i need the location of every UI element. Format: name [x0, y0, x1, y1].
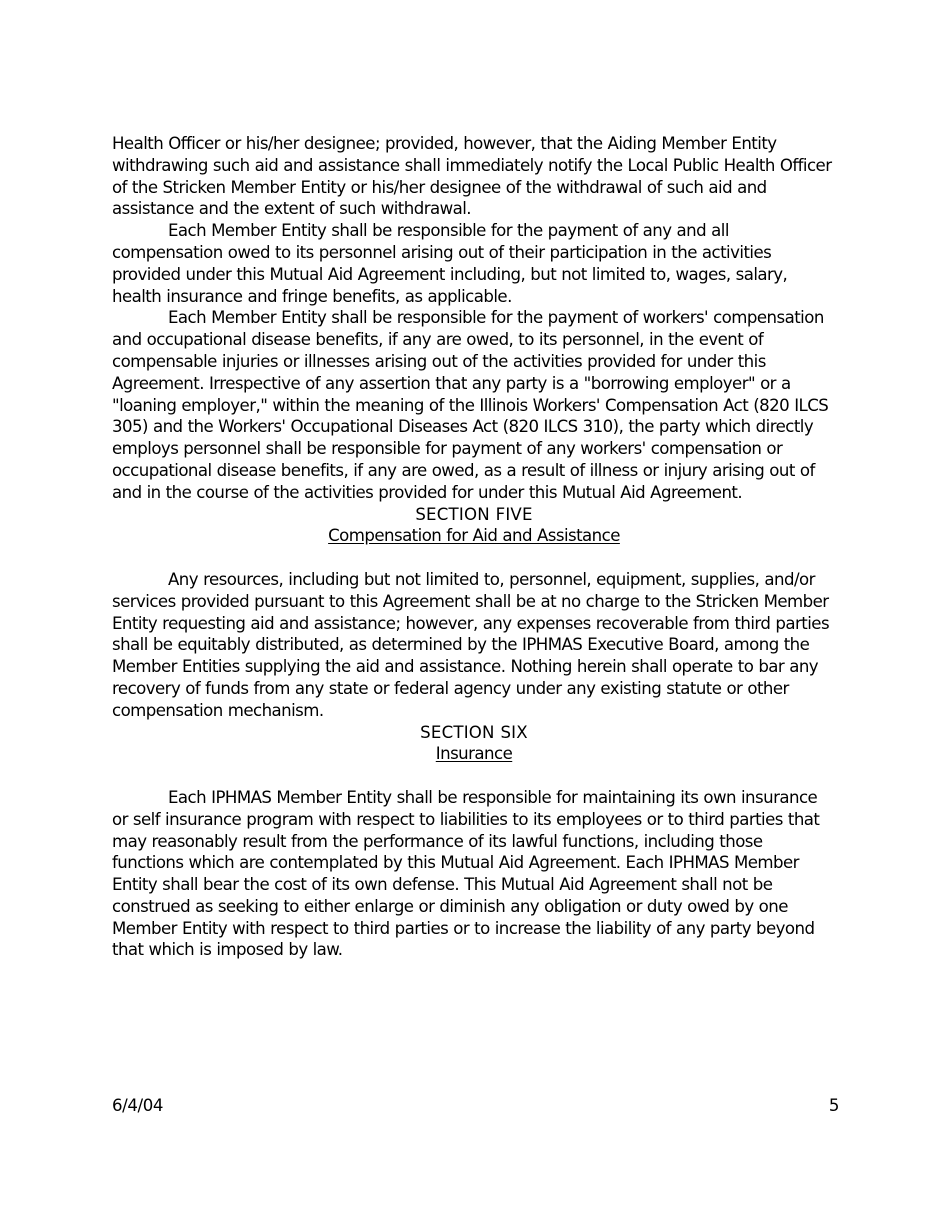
- section-five-heading: [112, 504, 836, 548]
- footer-date: 6/4/04: [112, 1096, 164, 1115]
- paragraph-personnel-compensation: Each Member Entity shall be responsible for the payment of any and all compensation owed to its personnel arising out of their participation in the activities provided under this Mutual Aid Agreement including, but not limited to, wages, salary, health insurance and fringe benefits, as applicable.: [112, 221, 788, 306]
- section-six-title: Insurance: [435, 744, 513, 764]
- section-five-title: Compensation for Aid and Assistance: [328, 526, 620, 546]
- section-six-number: SECTION SIX: [420, 722, 528, 742]
- section-five-number: SECTION FIVE: [415, 504, 533, 524]
- page-footer: [112, 1096, 839, 1115]
- paragraph-withdrawal-continuation: Health Officer or his/her designee; provided, however, that the Aiding Member Entity withdrawing such aid and assistance shall immediately notify the Local Public Health Officer of the Stricken Member Entity or his/her designee of the withdrawal of such aid and assistance and the extent of such withdrawal.: [112, 134, 832, 219]
- paragraph-compensation-for-aid: Any resources, including but not limited to, personnel, equipment, supplies, and/or services provided pursuant to this Agreement shall be at no charge to the Stricken Member Entity requesting aid and assistance; however, any expenses recoverable from third parties shall be equitably distributed, as determined by the IPHMAS Executive Board, among the Member Entities supplying the aid and assistance. Nothing herein shall operate to bar any recovery of funds from any state or federal agency under any existing statute or other compensation mechanism.: [112, 569, 830, 720]
- section-six-heading: [112, 722, 836, 766]
- document-body: [112, 133, 836, 961]
- footer-page-number: 5: [828, 1096, 839, 1115]
- paragraph-insurance: Each IPHMAS Member Entity shall be responsible for maintaining its own insurance or self insurance program with respect to liabilities to its employees or to third parties that may reasonably result from the performance of its lawful functions, including those functions which are contemplated by this Mutual Aid Agreement. Each IPHMAS Member Entity shall bear the cost of its own defense. This Mutual Aid Agreement shall not be construed as seeking to either enlarge or diminish any obligation or duty owed by one Member Entity with respect to third parties or to increase the liability of any party beyond that which is imposed by law.: [112, 787, 820, 960]
- paragraph-workers-compensation: Each Member Entity shall be responsible for the payment of workers' compensation and occupational disease benefits, if any are owed, to its personnel, in the event of compensable injuries or illnesses arising out of the activities provided for under this Agreement. Irrespective of any assertion that any party is a "borrowing employer" or a "loaning employer," within the meaning of the Illinois Workers' Compensation Act (820 ILCS 305) and the Workers' Occupational Diseases Act (820 ILCS 310), the party which directly employs personnel shall be responsible for payment of any workers' compensation or occupational disease benefits, if any are owed, as a result of illness or injury arising out of and in the course of the activities provided for under this Mutual Aid Agreement.: [112, 308, 829, 502]
